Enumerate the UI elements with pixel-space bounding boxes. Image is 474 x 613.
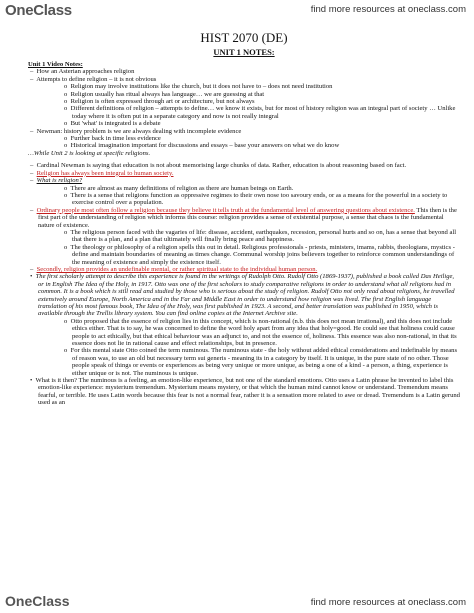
list-item: o Religion is often expressed through art or architecture, but not always (64, 98, 255, 106)
bullet-text: Ordinary people most often follow a religion because they believe it tells truth at the fundamental level of answering questions about existence. (36, 206, 415, 214)
list-item: o The religious person faced with the vagaries of life: disease, accident, earthquakes, recession, personal hurts and so on, has a sense that beyond all that there is a plan, and a plan that ultimately will finally bring peace and happiness. (64, 228, 457, 244)
bullet-what-is-religion: – What is religion? (30, 177, 83, 185)
page-header (0, 0, 474, 22)
list-item-text: There are almost as many definitions of religion as there are human beings on Earth. (70, 184, 294, 192)
list-item-text: The first scholarly attempt to describe this experience is found in the writings of Rudolph Otto. Rudolf Otto (1869-1937), published a book called Das Heilige, or in English The Idea of the Holy, in 1917. Otto was one of the first scholars to study comparative religions in order to understand what all religions had in common. It is a book which is still read and studied by those who is serious about the study of religion. Rudolf Otto not only read about religions, he travelled extensively around Europe, North America and in the Far and Middle East in order to understand how religion was lived. The first English language translation of his most famous book, The Idea of the Holy, was first published in 1923. A second, and better translation was published in 1950, which is available through the Trellis library system. You can find online copies at the Internet Archive site. (35, 273, 455, 318)
purpose-list (28, 229, 460, 266)
list-item-text: Otto proposed that the essence of religion lies in this concept, which is non-rational (n.b. this does not mean irrational), and this does not include ethics either. That is to say, he was concerned to define the word holy apart from any idea that holy=good. He could see that holiness could cause people to act ethically, but that ethical behaviour was an adjunct to, and not the essence of, holiness. This essence was also non-rational, in that its essence does not lie in rational cause and effect relationships, but in presence. (70, 317, 457, 348)
bullet-ordinary-people: – Ordinary people most often follow a religion because they believe it tells truth at the fundamental level of answering questions about existence. This then is the first part of the understanding of religion which informs this course: religion provides a sense of existential purpose, a sense that chaos is the fundamental nature of existence. (30, 206, 457, 229)
list-item-text: The religious person faced with the vagaries of life: disease, accident, earthquakes, recession, personal hurts and so on, has a sense that beyond all that there is a plan, and a plan that ultimately will finally bring peace and happiness. (70, 228, 457, 244)
bullet-text: Religion has always been integral to human society. (36, 169, 174, 177)
list-item-text: Newman: history problem is we are always dealing with incomplete evidence (36, 127, 242, 135)
list-item: o For this mental state Otto coined the term numinous. The numinous state - the holy without added ethical considerations and indefinable by means of reason was, to use an old but necessary term sui generis - meaning its in a category by itself. It is unique, in the pure state of no other. Those people speak of things or events or experiences as being very unique or more unique, as being a one of a kind - a person, a thing, experience is either unique or is not. The numinous is unique. (64, 347, 458, 377)
list-item: o Historical imagination important for discussions and essays – base your answers on what we do know (64, 142, 340, 150)
list-item-text: How an Asterian approaches religion (36, 68, 135, 76)
list-item: • The first scholarly attempt to describe this experience is found in the writings of Rudolph Otto. Rudolf Otto (1869-1937), published a book called Das Heilige, or in English The Idea of the Holy, in 1917. Otto was one of the first scholars to study comparative religions in order to understand what all religions had in common. It is a book which is still read and studied by those who is serious about the study of religion. Rudolf Otto not only read about religions, he travelled extensively around Europe, North America and in the Far and Middle East in order to understand how religion was lived. The first English language translation of his most famous book, The Idea of the Holy, was first published in 1923. A second, and better translation was published in 1950, which is available through the Trellis library system. You can find online copies at the Internet Archive site. (30, 273, 455, 318)
list-item: o Religion may involve institutions like the church, but it does not have to – does not need institution (64, 83, 333, 91)
numinous-list (28, 318, 460, 377)
footer-resources-link[interactable]: find more resources at oneclass.com (310, 597, 466, 608)
list-item-text: Attempts to define religion – it is not obvious (36, 75, 157, 83)
resources-link[interactable]: find more resources at oneclass.com (310, 4, 466, 15)
otto-list (28, 273, 460, 317)
list-item: o Otto proposed that the essence of religion lies in this concept, which is non-rational (n.b. this does not mean irrational), and this does not include ethics either. That is to say, he was concerned to define the word holy apart from any idea that holy=good. He could see that holiness could cause people to act ethically, but that ethical behaviour was an adjunct to, and not the essence of, holiness. This essence was also non-rational, in that its essence does not lie in rational cause and effect relationships, but in presence. (64, 317, 457, 348)
oneclass-logo[interactable] (5, 2, 72, 19)
list-item: – Attempts to define religion – it is not obvious (30, 75, 157, 83)
document-subtitle: UNIT 1 NOTES: (213, 47, 275, 57)
bullet-secondly: – Secondly, religion provides an undefinable mental, or rather spiritual state to the individual human person. (30, 265, 318, 273)
bullet-text: Cardinal Newman is saying that education is not about memorising large chunks of data. Rather, education is about reasoning based on fact. (36, 162, 407, 170)
page-footer (0, 593, 474, 613)
list-item-text: Religion may involve institutions like the church, but it does not have to – does not need institution (70, 83, 333, 91)
bullet-newman: – Cardinal Newman is saying that education is not about memorising large chunks of data. Rather, education is about reasoning based on fact. (30, 162, 407, 170)
list-item: o Different definitions of religion – attempts to define… we know it exists, but for most of history religion was an integral part of society … Unlike today where it is often put in a separate category and now is not really integral (64, 105, 456, 120)
bullet-text: Secondly, religion provides an undefinable mental, or rather spiritual state to the individual human person. (36, 265, 318, 273)
list-item: o Further back in time less evidence (64, 135, 161, 143)
video-notes-heading: Unit 1 Video Notes: (28, 61, 83, 68)
bullet-text-rest: This then is the first part of the understanding of religion which informs this course: religion provides a sense of existential purpose, a sense that chaos is the fundamental nature of existence. (38, 206, 457, 229)
bullet-text: What is religion? (36, 177, 83, 185)
list-item-text: But 'what' is integrated is a debate (70, 120, 161, 128)
list-item-text: Different definitions of religion – attempts to define… we know it exists, but for most of history religion was an integral part of society … Unlike today where it is often put in a separate category and now is not really integral (70, 105, 456, 120)
brand-text: OneClass (5, 2, 72, 19)
list-item-text: Religion is often expressed through art or architecture, but not always (70, 98, 255, 106)
list-item-text: Religion usually has ritual always has language… we are guessing at that (70, 90, 265, 98)
oneclass-footer-logo[interactable]: OneClass (5, 593, 70, 609)
list-item-text: Further back in time less evidence (70, 135, 161, 143)
bullet-what-is-it: • What is it then? The numinous is a feeling, an emotion-like experience, but not one of the standard emotions. Otto uses a Latin phrase he invented to label this emotion-like experience: mysterium tremendum. Mysterium means mystery, or that which the human mind cannot know or understand. Tremendum means fearful, or terrible. He uses Latin words because this fear is not a normal fear, rather it is a sensation more related to awe or dread. Tremendum is a Latin gerund used as an (30, 377, 460, 407)
list-item: – How an Asterian approaches religion (30, 68, 135, 76)
list-item: o There are almost as many definitions of religion as there are human beings on Earth. (64, 184, 294, 192)
list-item: o The theology or philosophy of a religion spells this out in detail. Religious professionals - priests, ministers, imams, rabbis, theologians, mystics - define and maintain boundaries of meaning as times change. Communal worship joins believers together to reinforce common understandings of the meaning of existence and simply the existence itself. (64, 243, 455, 266)
bullet-text: What is it then? The numinous is a feeling, an emotion-like experience, but not one of the standard emotions. Otto uses a Latin phrase he invented to label this emotion-like experience: mysterium tremendum. Mysterium means mystery, or that which the human mind cannot know or understand. Tremendum means fearful, or terrible. He uses Latin words because this fear is not a normal fear, rather it is a sensation more related to awe or dread. Tremendum is a Latin gerund used as an (35, 377, 460, 407)
document-body (28, 24, 460, 407)
list-item-text: Historical imagination important for discussions and essays – base your answers on what we do know (70, 142, 340, 150)
list-item-text: For this mental state Otto coined the term numinous. The numinous state - the holy without added ethical considerations and indefinable by means of reason was, to use an old but necessary term sui generis - meaning its in a category by itself. It is unique, in the pure state of no other. Those people speak of things or events or experiences as being very unique or more unique, as being a one of a kind - a person, a thing, experience is either unique or is not. The numinous is unique. (70, 347, 458, 377)
bullet-integral: – Religion has always been integral to human society. (30, 169, 174, 177)
list-item: o There is a sense that religions function as oppressive regimes to their own nose too savoury ends, or as a means for the powerful in a society to exercise control over a population. (64, 191, 448, 207)
list-item: – Newman: history problem is we are always dealing with incomplete evidence (30, 127, 242, 135)
list-item: o But 'what' is integrated is a debate (64, 120, 161, 128)
unit2-note: …While Unit 2 is looking at specific religions. (28, 149, 151, 157)
document-title: HIST 2070 (DE) (200, 30, 288, 45)
list-item-text: There is a sense that religions function as oppressive regimes to their own nose too savoury ends, or as a means for the powerful in a society to exercise control over a population. (70, 191, 448, 207)
list-item: o Religion usually has ritual always has language… we are guessing at that (64, 90, 265, 98)
list-item-text: The theology or philosophy of a religion spells this out in detail. Religious professionals - priests, ministers, imams, rabbis, theologians, mystics - define and maintain boundaries of meaning as times change. Communal worship joins believers together to reinforce common understandings of the meaning of existence and simply the existence itself. (70, 243, 455, 266)
video-notes-list (28, 68, 460, 149)
definitions-list (28, 185, 460, 207)
